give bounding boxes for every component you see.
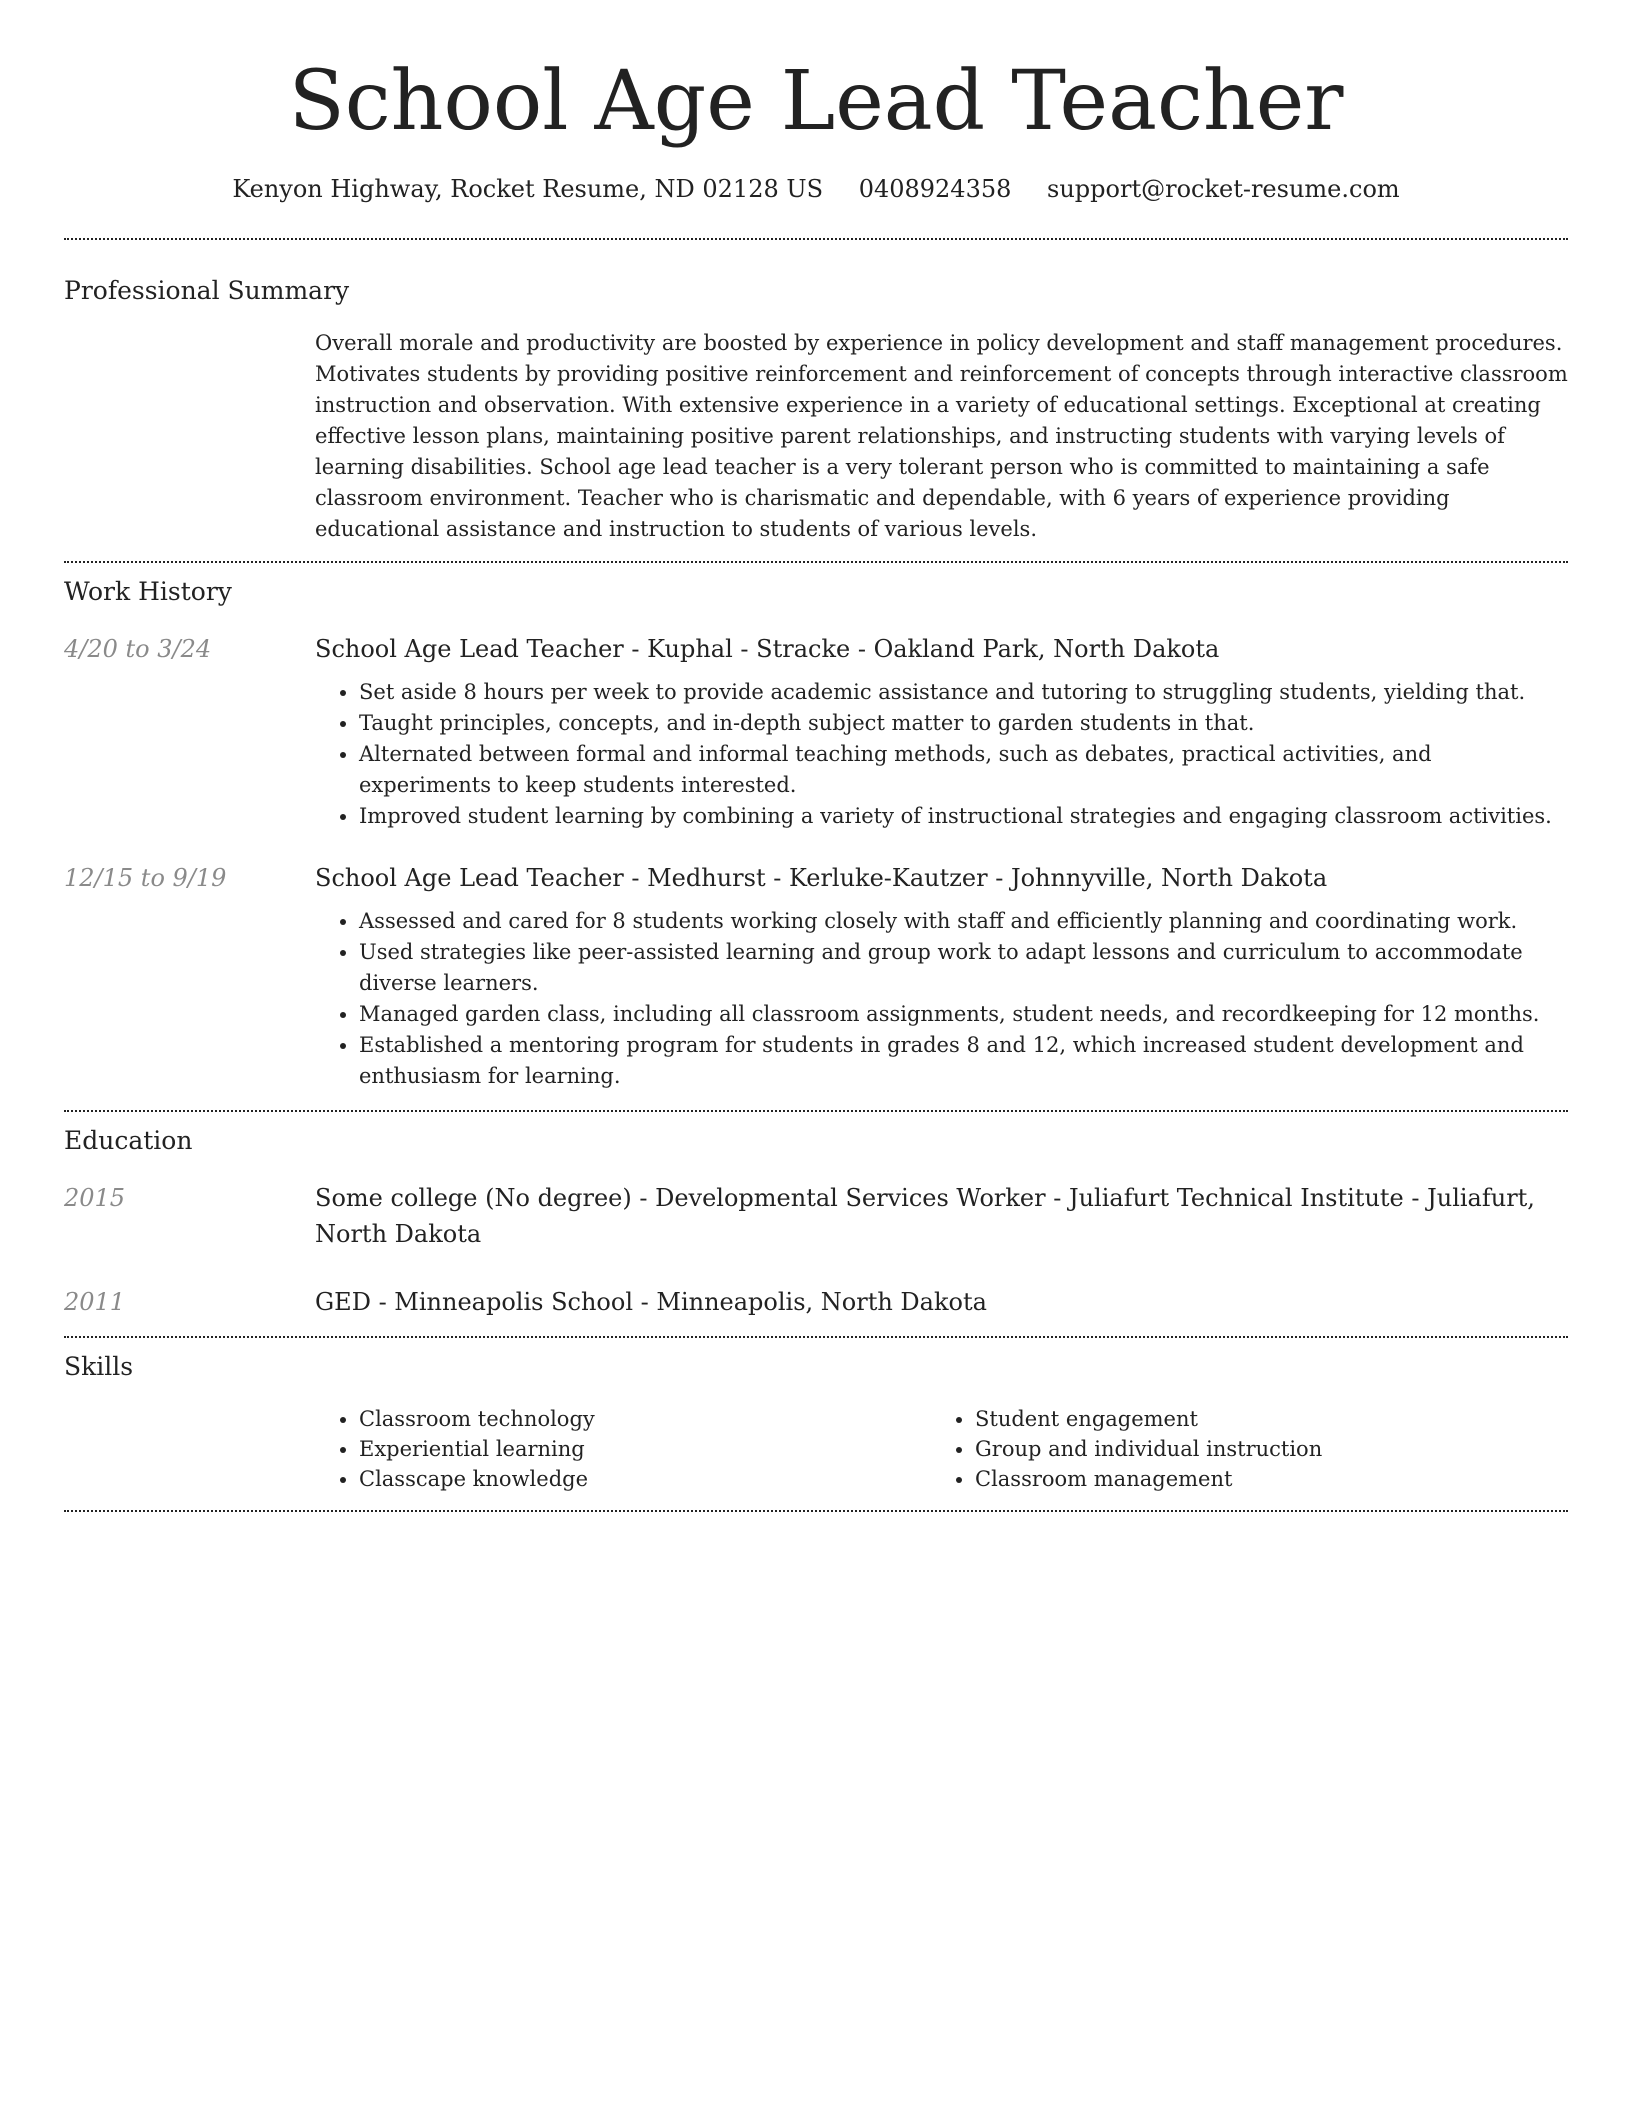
job-dates: 12/15 to 9/19 bbox=[64, 864, 227, 892]
summary-section bbox=[64, 240, 1568, 561]
contact-line bbox=[64, 172, 1568, 206]
education-entry bbox=[64, 1180, 1568, 1252]
skill-item: • Classroom management bbox=[975, 1464, 1547, 1494]
skill-item: • Student engagement bbox=[975, 1404, 1547, 1434]
summary-text: Overall morale and productivity are boosted by experience in policy development and staff management procedures. Motivates students by providing positive reinforcement and reinforcement of concepts through interactive classroom instruction and observation. With extensive experience in a variety of educational settings. Exceptional at creating effective lesson plans, maintaining positive parent relationships, and instructing students with varying levels of learning disabilities. School age lead teacher is a very tolerant person who is committed to maintaining a safe classroom environment. Teacher who is charismatic and dependable, with 6 years of experience providing educational assistance and instruction to students of various levels. bbox=[315, 331, 1568, 541]
summary-gutter bbox=[64, 328, 315, 545]
work-section bbox=[64, 563, 1568, 1110]
education-heading: GED - Minneapolis School - Minneapolis, North Dakota bbox=[315, 1288, 987, 1316]
job-entry bbox=[64, 860, 1568, 1110]
skills-section bbox=[64, 1338, 1568, 1510]
skill-item: • Group and individual instruction bbox=[975, 1434, 1547, 1464]
resume-name: School Age Lead Teacher bbox=[288, 54, 1344, 149]
job-heading: School Age Lead Teacher - Medhurst - Kerluke-Kautzer - Johnnyville, North Dakota bbox=[315, 864, 1328, 892]
job-entry bbox=[64, 631, 1568, 832]
job-bullet: • Used strategies like peer-assisted learning and group work to adapt lessons and curriculum to accommodate diverse learners. bbox=[359, 937, 1568, 999]
skill-item: • Experiential learning bbox=[359, 1434, 931, 1464]
job-bullets bbox=[315, 906, 1568, 1092]
section-title-skills: Skills bbox=[64, 1352, 134, 1381]
skills-gutter bbox=[64, 1404, 315, 1494]
education-section bbox=[64, 1112, 1568, 1336]
job-bullets bbox=[315, 677, 1568, 832]
skills-list-right bbox=[931, 1404, 1547, 1494]
skills-list-left bbox=[315, 1404, 931, 1494]
contact-email: support@rocket-resume.com bbox=[1047, 175, 1400, 203]
section-title-education: Education bbox=[64, 1126, 193, 1155]
skill-item: • Classroom technology bbox=[359, 1404, 931, 1434]
education-year: 2011 bbox=[64, 1288, 126, 1316]
education-heading: Some college (No degree) - Developmental Services Worker - Juliafurt Technical Institute - Juliafurt, North Dakota bbox=[315, 1184, 1535, 1248]
section-title-summary: Professional Summary bbox=[64, 276, 350, 305]
job-bullet: • Assessed and cared for 8 students working closely with staff and efficiently planning and coordinating work. bbox=[359, 906, 1568, 937]
job-bullet: • Set aside 8 hours per week to provide academic assistance and tutoring to struggling students, yielding that. bbox=[359, 677, 1568, 708]
job-bullet: • Managed garden class, including all classroom assignments, student needs, and recordkeeping for 12 months. bbox=[359, 999, 1568, 1030]
education-entry bbox=[64, 1284, 1568, 1336]
job-heading: School Age Lead Teacher - Kuphal - Stracke - Oakland Park, North Dakota bbox=[315, 635, 1220, 663]
job-bullet: • Taught principles, concepts, and in-depth subject matter to garden students in that. bbox=[359, 708, 1568, 739]
skill-item: • Classcape knowledge bbox=[359, 1464, 931, 1494]
divider bbox=[64, 1510, 1568, 1512]
contact-phone: 0408924358 bbox=[858, 175, 1012, 203]
contact-address: Kenyon Highway, Rocket Resume, ND 02128 US bbox=[232, 175, 824, 203]
job-bullet: • Improved student learning by combining a variety of instructional strategies and engaging classroom activities. bbox=[359, 801, 1568, 832]
section-title-work: Work History bbox=[64, 577, 232, 606]
job-dates: 4/20 to 3/24 bbox=[64, 635, 212, 663]
education-year: 2015 bbox=[64, 1184, 126, 1212]
job-bullet: • Alternated between formal and informal teaching methods, such as debates, practical activities, and experiments to keep students interested. bbox=[359, 739, 1568, 801]
job-bullet: • Established a mentoring program for students in grades 8 and 12, which increased student development and enthusiasm for learning. bbox=[359, 1030, 1568, 1092]
